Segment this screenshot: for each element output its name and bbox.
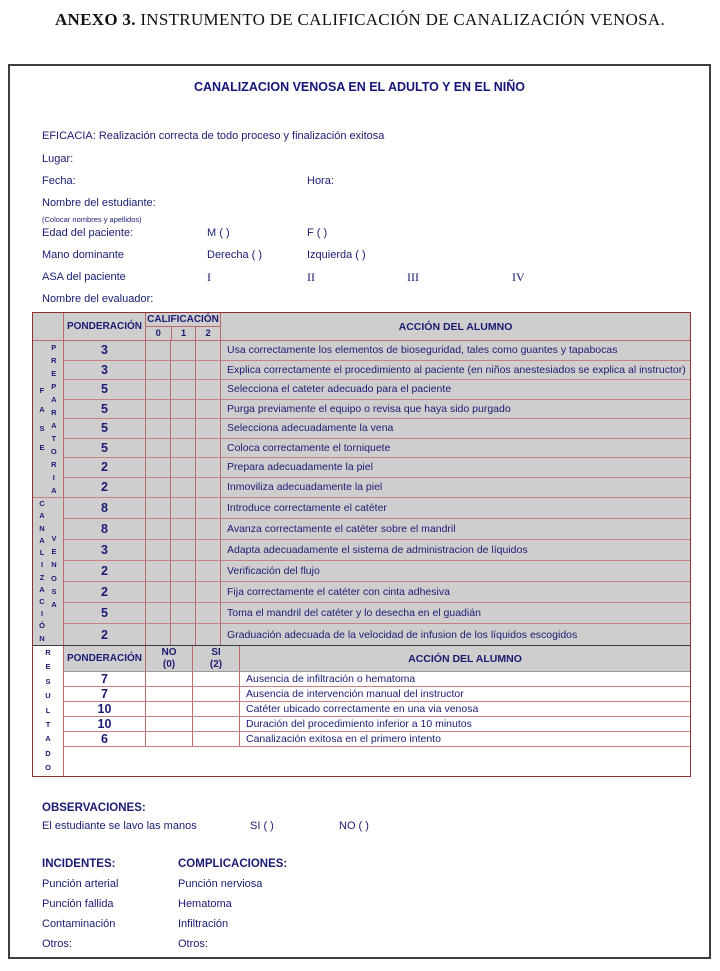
vertical-letter: C <box>39 499 45 509</box>
accion-text: Avanza correctamente el catéter sobre el mandril <box>227 523 456 535</box>
cal-col-1: 1 <box>171 327 196 340</box>
accion-text: Prepara adecuadamente la piel <box>227 461 373 474</box>
section-canalizacion-venosa <box>33 498 690 645</box>
table-row <box>64 687 690 702</box>
calificacion-header-group <box>146 313 221 340</box>
table-row <box>64 582 690 603</box>
venosa-vertical-label <box>51 532 57 611</box>
accion-header-2: ACCIÓN DEL ALUMNO <box>408 652 522 665</box>
accion-text: Canalización exitosa en el primero intento <box>246 733 441 745</box>
accion-text: Toma el mandril del catéter y lo desecha en el guadián <box>227 607 481 619</box>
ponderacion-value: 2 <box>64 624 146 645</box>
score-cell[interactable] <box>193 732 240 746</box>
cal-col-0: 0 <box>155 328 161 339</box>
nombre-estudiante-label: Nombre del estudiante: <box>42 197 156 209</box>
table-row <box>64 624 690 645</box>
edad-paciente-label: Edad del paciente: <box>42 227 134 239</box>
vertical-letter: N <box>39 633 45 643</box>
no-label: NO <box>161 646 177 658</box>
accion-text: Catéter ubicado correctamente en una via venosa <box>246 703 479 715</box>
score-cell[interactable] <box>196 624 221 645</box>
accion-text: Selecciona adecuadamente la vena <box>227 422 394 435</box>
accion-text: Selecciona el cateter adecuado para el paciente <box>227 383 452 396</box>
score-cell[interactable] <box>171 478 196 498</box>
incidentes-item: Contaminación <box>42 918 116 930</box>
ponderacion-header: PONDERACIÓN <box>64 313 146 340</box>
accion-text: Fija correctamente el catéter con cinta adhesiva <box>227 586 450 598</box>
ponderacion-value: 8 <box>64 519 146 539</box>
table-row <box>64 361 690 381</box>
score-cell[interactable] <box>171 458 196 477</box>
section-label-resultado <box>33 646 64 776</box>
incidentes-item: Otros: <box>42 938 72 950</box>
score-cell[interactable] <box>196 603 221 623</box>
table-row <box>64 561 690 582</box>
ponderacion-value: 7 <box>64 687 146 701</box>
cal-col-2: 2 <box>195 327 220 340</box>
score-cell[interactable] <box>171 603 196 623</box>
accion-text: Inmoviliza adecuadamente la piel <box>227 481 383 494</box>
vertical-letter: A <box>39 584 45 594</box>
complicaciones-item: Hematoma <box>178 898 232 910</box>
ponderacion-value: 2 <box>64 458 146 477</box>
score-cell[interactable] <box>146 380 171 399</box>
score-cell[interactable] <box>196 341 221 360</box>
score-cell[interactable] <box>196 478 221 498</box>
asa-option-1[interactable]: I <box>207 270 211 284</box>
score-cell[interactable] <box>146 419 171 438</box>
accion-text: Usa correctamente los elementos de bioseguridad, tales como guantes y tapabocas <box>227 344 618 357</box>
score-cell[interactable] <box>171 361 196 380</box>
table-row <box>64 702 690 717</box>
ponderacion-value: 5 <box>64 603 146 623</box>
vertical-letter: Ó <box>39 621 45 631</box>
ponderacion-value: 7 <box>64 672 146 686</box>
vertical-letter: T <box>45 720 51 730</box>
ponderacion-value: 2 <box>64 478 146 498</box>
vertical-letter: N <box>39 523 45 533</box>
mano-izquierda-checkbox[interactable]: Izquierda ( ) <box>307 249 366 261</box>
score-cell[interactable] <box>196 540 221 560</box>
score-cell[interactable] <box>193 717 240 731</box>
page-title-prefix: ANEXO 3. <box>54 10 136 29</box>
score-cell[interactable] <box>146 624 171 645</box>
score-cell[interactable] <box>193 687 240 701</box>
vertical-letter: E <box>45 662 51 672</box>
fase-vertical-label <box>39 381 44 457</box>
form-title: CANALIZACION VENOSA EN EL ADULTO Y EN EL NIÑO <box>193 80 526 94</box>
complicaciones-item: Infiltración <box>178 918 229 930</box>
score-cell[interactable] <box>171 498 196 518</box>
lavado-manos-text: El estudiante se lavo las manos <box>42 820 197 832</box>
vertical-letter: V <box>51 533 57 543</box>
ponderacion-value: 5 <box>64 400 146 419</box>
canalizacion-vertical-label <box>39 498 45 644</box>
vertical-letter: A <box>45 734 51 744</box>
lavado-si-checkbox[interactable]: SI ( ) <box>250 820 274 832</box>
table-header-calificacion <box>33 313 690 341</box>
vertical-letter: L <box>39 548 45 558</box>
vertical-letter: O <box>51 573 57 583</box>
score-cell[interactable] <box>171 540 196 560</box>
score-cell[interactable] <box>193 702 240 716</box>
asa-option-3[interactable]: III <box>407 270 419 284</box>
lavado-no-checkbox[interactable]: NO ( ) <box>339 820 369 832</box>
observaciones-title: OBSERVACIONES: <box>42 802 146 814</box>
table-row <box>64 540 690 561</box>
table-row <box>64 439 690 459</box>
score-cell[interactable] <box>146 498 171 518</box>
vertical-letter: S <box>51 586 57 596</box>
score-cell[interactable] <box>171 380 196 399</box>
score-cell[interactable] <box>196 458 221 477</box>
vertical-letter: A <box>51 599 57 609</box>
table-header-resultado <box>64 646 690 672</box>
score-cell[interactable] <box>146 603 171 623</box>
ponderacion-value: 8 <box>64 498 146 518</box>
vertical-letter: S <box>39 424 45 433</box>
score-cell[interactable] <box>146 561 171 581</box>
score-cell[interactable] <box>146 717 193 731</box>
table-row <box>64 717 690 732</box>
score-cell[interactable] <box>146 732 193 746</box>
incidentes-item: Punción arterial <box>42 878 119 890</box>
vertical-letter: O <box>50 447 57 456</box>
vertical-letter: O <box>45 763 51 773</box>
vertical-letter: I <box>40 609 44 619</box>
ponderacion-value: 3 <box>64 540 146 560</box>
calificacion-header: CALIFICACIÓN <box>147 314 219 325</box>
incidentes-item: Punción fallida <box>42 898 114 910</box>
ponderacion-value: 2 <box>64 582 146 602</box>
vertical-letter: R <box>51 460 57 469</box>
vertical-letter: L <box>45 705 51 715</box>
vertical-letter: P <box>51 343 57 352</box>
vertical-letter: U <box>45 691 51 701</box>
table-row <box>64 380 690 400</box>
score-cell[interactable] <box>146 582 171 602</box>
score-cell[interactable] <box>146 540 171 560</box>
score-cell[interactable] <box>196 498 221 518</box>
vertical-letter: A <box>51 486 57 495</box>
score-cell[interactable] <box>171 439 196 458</box>
score-cell[interactable] <box>146 361 171 380</box>
no-sub-label: (0) <box>162 658 176 670</box>
table-row <box>64 458 690 478</box>
vertical-letter: R <box>45 648 51 657</box>
score-cell[interactable] <box>146 400 171 419</box>
mano-dominante-label: Mano dominante <box>42 249 124 261</box>
score-cell[interactable] <box>196 519 221 539</box>
page-title <box>0 10 720 30</box>
vertical-letter: Z <box>39 572 45 582</box>
si-column-header <box>193 646 240 671</box>
score-cell[interactable] <box>196 439 221 458</box>
table-row <box>64 341 690 361</box>
ponderacion-value: 2 <box>64 561 146 581</box>
score-cell[interactable] <box>196 419 221 438</box>
vertical-letter: E <box>39 443 45 452</box>
asa-option-2[interactable]: II <box>307 270 315 284</box>
score-cell[interactable] <box>171 561 196 581</box>
score-cell[interactable] <box>146 519 171 539</box>
ponderacion-value: 3 <box>64 341 146 360</box>
vertical-letter: I <box>52 473 55 482</box>
score-cell[interactable] <box>171 419 196 438</box>
score-cell[interactable] <box>146 687 193 701</box>
complicaciones-title: COMPLICACIONES: <box>178 858 288 870</box>
accion-text: Verificación del flujo <box>227 565 320 577</box>
vertical-letter: E <box>51 369 57 378</box>
form-sheet <box>8 64 711 959</box>
vertical-letter: R <box>51 356 57 365</box>
vertical-letter: I <box>40 560 44 570</box>
nombre-estudiante-note: (Colocar nombres y apellidos) <box>42 215 142 224</box>
score-cell[interactable] <box>171 582 196 602</box>
score-cell[interactable] <box>171 400 196 419</box>
complicaciones-item: Otros: <box>178 938 208 950</box>
accion-text: Duración del procedimiento inferior a 10 minutos <box>246 718 472 730</box>
vertical-letter: P <box>51 382 57 391</box>
no-column-header <box>146 646 193 671</box>
ponderacion-value: 5 <box>64 439 146 458</box>
mano-derecha-checkbox[interactable]: Derecha ( ) <box>207 249 263 261</box>
vertical-letter: N <box>51 560 57 570</box>
vertical-letter: A <box>39 535 45 545</box>
ponderacion-value: 6 <box>64 732 146 746</box>
ponderacion-value: 5 <box>64 419 146 438</box>
ponderacion-value: 10 <box>64 702 146 716</box>
table-row <box>64 478 690 498</box>
resultado-vertical-label <box>45 646 51 776</box>
asa-label: ASA del paciente <box>42 271 126 283</box>
vertical-letter: T <box>51 434 57 443</box>
ponderacion-value: 5 <box>64 380 146 399</box>
asa-option-4[interactable]: IV <box>512 270 525 284</box>
score-cell[interactable] <box>196 582 221 602</box>
score-cell[interactable] <box>146 439 171 458</box>
section-label-fase-preparatoria <box>33 341 64 497</box>
score-cell[interactable] <box>196 561 221 581</box>
score-cell[interactable] <box>171 341 196 360</box>
table-row <box>64 732 690 747</box>
score-cell[interactable] <box>193 672 240 686</box>
nombre-evaluador-label: Nombre del evaluador: <box>42 293 154 305</box>
section-fase-preparatoria <box>33 341 690 498</box>
vertical-letter: A <box>51 421 57 430</box>
vertical-letter: A <box>51 395 57 404</box>
score-cell[interactable] <box>146 478 171 498</box>
accion-text: Ausencia de infiltración o hematoma <box>246 673 416 685</box>
page-title-text: INSTRUMENTO DE CALIFICACIÓN DE CANALIZACIÓN VENOSA. <box>135 10 665 29</box>
score-cell[interactable] <box>146 458 171 477</box>
score-cell[interactable] <box>196 380 221 399</box>
vertical-letter: C <box>39 596 45 606</box>
accion-header: ACCIÓN DEL ALUMNO <box>398 320 513 333</box>
vertical-letter: R <box>51 408 57 417</box>
complicaciones-item: Punción nerviosa <box>178 878 263 890</box>
ponderacion-value: 10 <box>64 717 146 731</box>
eficacia-text: EFICACIA: Realización correcta de todo proceso y finalización exitosa <box>42 130 385 142</box>
score-cell[interactable] <box>196 361 221 380</box>
table-row <box>64 498 690 519</box>
score-cell[interactable] <box>146 672 193 686</box>
table-row <box>64 519 690 540</box>
score-cell[interactable] <box>171 624 196 645</box>
table-row <box>64 603 690 624</box>
score-cell[interactable] <box>146 341 171 360</box>
accion-text: Explica correctamente el procedimiento al paciente (en niños anestesiados se explica al instructor) <box>227 363 686 376</box>
incidentes-title: INCIDENTES: <box>42 858 116 870</box>
accion-text: Coloca correctamente el torniquete <box>227 441 391 454</box>
accion-text: Purga previamente el equipo o revisa que haya sido purgado <box>227 402 511 415</box>
accion-text: Graduación adecuada de la velocidad de infusion de los líquidos escogidos <box>227 628 578 641</box>
preparatoria-vertical-label <box>51 341 57 497</box>
score-cell[interactable] <box>146 702 193 716</box>
section-resultado <box>33 645 690 776</box>
score-cell[interactable] <box>196 400 221 419</box>
vertical-letter: D <box>45 748 51 758</box>
ponderacion-value: 3 <box>64 361 146 380</box>
ponderacion-header-2: PONDERACIÓN <box>64 646 146 671</box>
table-row <box>64 419 690 439</box>
fecha-label: Fecha: <box>42 175 76 187</box>
si-label: SI <box>211 646 221 658</box>
score-table <box>32 312 691 777</box>
table-row <box>64 672 690 687</box>
vertical-letter: A <box>39 511 45 521</box>
si-sub-label: (2) <box>209 658 223 670</box>
vertical-letter: F <box>39 386 45 395</box>
sexo-f-checkbox[interactable]: F ( ) <box>307 227 328 239</box>
table-row <box>64 400 690 420</box>
lugar-label: Lugar: <box>42 153 74 165</box>
accion-text: Introduce correctamente el catéter <box>227 502 387 514</box>
accion-text: Adapta adecuadamente el sistema de administracion de líquidos <box>227 544 528 556</box>
accion-text: Ausencia de intervención manual del instructor <box>246 688 464 700</box>
score-cell[interactable] <box>171 519 196 539</box>
hora-label: Hora: <box>307 175 334 187</box>
vertical-letter: S <box>45 676 51 686</box>
header-corner-cell <box>33 313 64 340</box>
vertical-letter: E <box>51 547 57 557</box>
sexo-m-checkbox[interactable]: M ( ) <box>207 227 230 239</box>
vertical-letter: A <box>39 405 45 414</box>
section-label-canalizacion-venosa <box>33 498 64 645</box>
